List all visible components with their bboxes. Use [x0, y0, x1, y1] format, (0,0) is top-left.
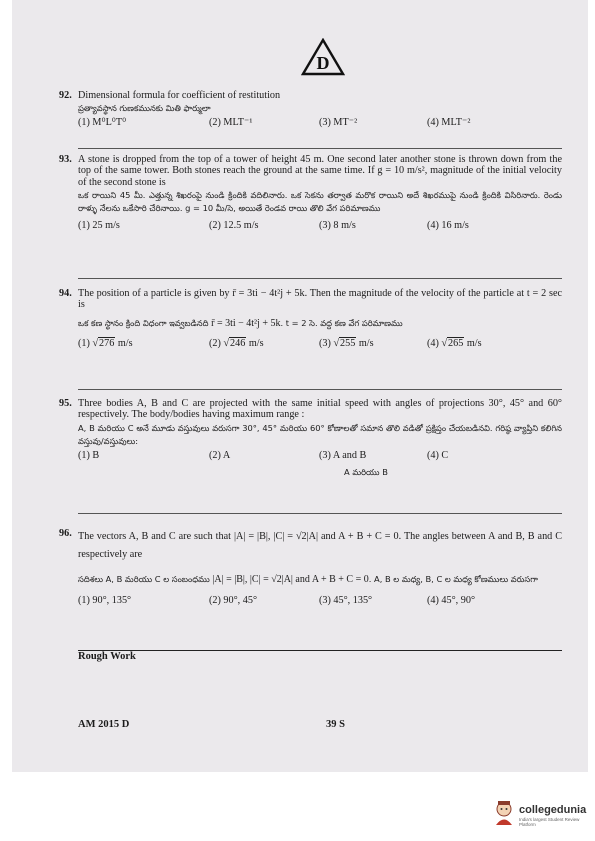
- question-text-te-cont: A, B ల మధ్య, B, C ల మధ్య కోణములు వరుసగా: [374, 574, 538, 584]
- divider: [78, 650, 562, 651]
- option-4: (4) MLT⁻²: [427, 117, 471, 129]
- option-2: (2) 90°, 45°: [209, 595, 258, 606]
- question-number: 93.: [59, 154, 72, 165]
- options: [78, 117, 562, 128]
- options: [78, 338, 562, 349]
- question-94: 94. The position of a particle is given by r̄ = 3ti − 4t²j + 5k. Then the magnitude of the velocity of the particle at t = 2 sec is ఒక కణ స్థానం క్రింది విధంగా ఇవ్వబడినది r̄ = 3ti − 4t²j + 5k. t = 2 సె. వద్ద కణ వేగ పరిమాణము (1) √276 m/s (2) √246 m/s (3) √255 m/s (4) √265 m/s: [59, 288, 563, 349]
- vector-condition: |A| = |B|, |C| = √2|A| and A + B + C = 0: [233, 531, 399, 542]
- question-text-en: Dimensional formula for coefficient of restitution: [78, 90, 281, 101]
- vector-condition-te: |A| = |B|, |C| = √2|A| and A + B + C = 0: [212, 574, 369, 585]
- option-3: (3) A and B: [319, 449, 367, 461]
- question-95: [59, 398, 562, 479]
- question-text-en: The vectors A, B and C are such that: [78, 531, 231, 542]
- question-number: 94.: [59, 288, 72, 299]
- divider: [78, 278, 562, 279]
- divider: [78, 148, 562, 149]
- options: [78, 220, 562, 231]
- option-3-te: A మరియు B: [344, 467, 388, 478]
- option-4: (4) 16 m/s: [427, 220, 469, 232]
- question-96: 96. The vectors A, B and C are such that |A| = |B|, |C| = √2|A| and A + B + C = 0. The angles between A and B, B and C respectively are సదిశలు A, B మరియు C ల సంబంధము |A| = |B|, |C| = √2|A| and A + B + C = 0. A, B ల మధ్య, B, C ల మధ్య కోణములు వరుసగా (1) 90°, 135° (2) 90°, 45° (3) 45°, 135° (4) 45°, 90°: [59, 528, 563, 606]
- question-number: 95.: [59, 398, 72, 409]
- option-4: (4) 45°, 90°: [427, 595, 476, 606]
- position-formula-te: r̄ = 3ti − 4t²j + 5k: [211, 317, 281, 329]
- rough-work-label: Rough Work: [78, 651, 136, 662]
- brand-tagline: India's largest Student Review Platform: [519, 817, 580, 827]
- svg-text:D: D: [316, 53, 330, 73]
- question-number: 96.: [59, 528, 72, 539]
- option-1: (1) M⁰L⁰T⁰: [78, 117, 127, 129]
- collegedunia-logo-icon: [493, 800, 515, 826]
- option-2: (2) MLT⁻¹: [209, 117, 253, 129]
- question-text-en: A stone is dropped from the top of a tower of height 45 m. One second later another stone is thrown down from the top of the same tower. Both stones reach the ground at the same time. If g = 10 m/s², magnitude of the initial velocity of the second stone is: [78, 154, 562, 188]
- question-text-te: సదిశలు A, B మరియు C ల సంబంధము: [78, 574, 210, 584]
- question-text-te: ఒక కణ స్థానం క్రింది విధంగా ఇవ్వబడినది: [78, 317, 209, 328]
- option-3: (3) MT⁻²: [319, 117, 358, 129]
- option-2: (2) A: [209, 449, 231, 461]
- question-text-te: A, B మరియు C అనే మూడు వస్తువులు వరుసగా 30°, 45° మరియు 60° కోణాలతో సమాన తొలి వడితో ప్రక్షిప్తం చేయబడినవి. గరిష్ఠ వ్యాప్తిని కలిగిన వస్తువు/వస్తువులు:: [78, 422, 562, 446]
- option-4: (4) √265 m/s: [427, 337, 482, 349]
- option-4: (4) C: [427, 449, 449, 461]
- question-text-en: Three bodies A, B and C are projected with the same initial speed with angles of projections 30°, 45° and 60° respectively. The body/bodies having maximum range :: [78, 398, 562, 421]
- options: [78, 450, 562, 461]
- paper-code: AM 2015 D: [78, 719, 130, 730]
- brand-name: collegedunia: [519, 804, 587, 816]
- option-1: (1) 90°, 135°: [78, 595, 132, 606]
- option-3: (3) √255 m/s: [319, 337, 374, 349]
- divider: [78, 389, 562, 390]
- question-92: [59, 90, 562, 129]
- option-3: (3) 8 m/s: [319, 220, 356, 232]
- options: [78, 595, 562, 606]
- question-text-en-cont: . The angles between A and B, B and C respectively are: [78, 531, 563, 560]
- question-93: [59, 154, 562, 232]
- position-formula: r̄ = 3ti − 4t²j + 5k: [232, 288, 305, 299]
- question-text-te-cont: t = 2 సె. వద్ద కణ వేగ పరిమాణము: [285, 317, 403, 328]
- divider: [78, 513, 562, 514]
- option-1: (1) 25 m/s: [78, 220, 120, 232]
- option-1: (1) B: [78, 449, 100, 461]
- question-text-te: ప్రత్యావస్థాన గుణకమునకు మితి ఫార్ములా: [78, 103, 211, 114]
- option-2: (2) 12.5 m/s: [209, 220, 259, 232]
- question-text-en-cont: . Then the magnitude of the velocity of the particle at t = 2 sec is: [78, 288, 563, 311]
- set-triangle-icon: [301, 38, 345, 76]
- page-number: 39 S: [326, 719, 345, 730]
- option-1: (1) √276 m/s: [78, 337, 133, 349]
- question-number: 92.: [59, 90, 72, 101]
- question-text-te: ఒక రాయిని 45 మీ. ఎత్తున్న శిఖరంపై నుండి క్రిందికి వదిలినారు. ఒక సెకను తర్వాత మరొక రాయిని అదే శిఖరముపై నుండి క్రిందికి విసిరినారు. రెండు రాళ్ళు నేలను ఒకేసారి చేరినాయి. g = 10 మీ/సె, అయితే రెండవ రాయి తొలి వేగ పరిమాణము: [78, 190, 562, 214]
- option-2: (2) √246 m/s: [209, 337, 264, 349]
- option-3: (3) 45°, 135°: [319, 595, 373, 606]
- question-text-en: The position of a particle is given by: [78, 288, 230, 299]
